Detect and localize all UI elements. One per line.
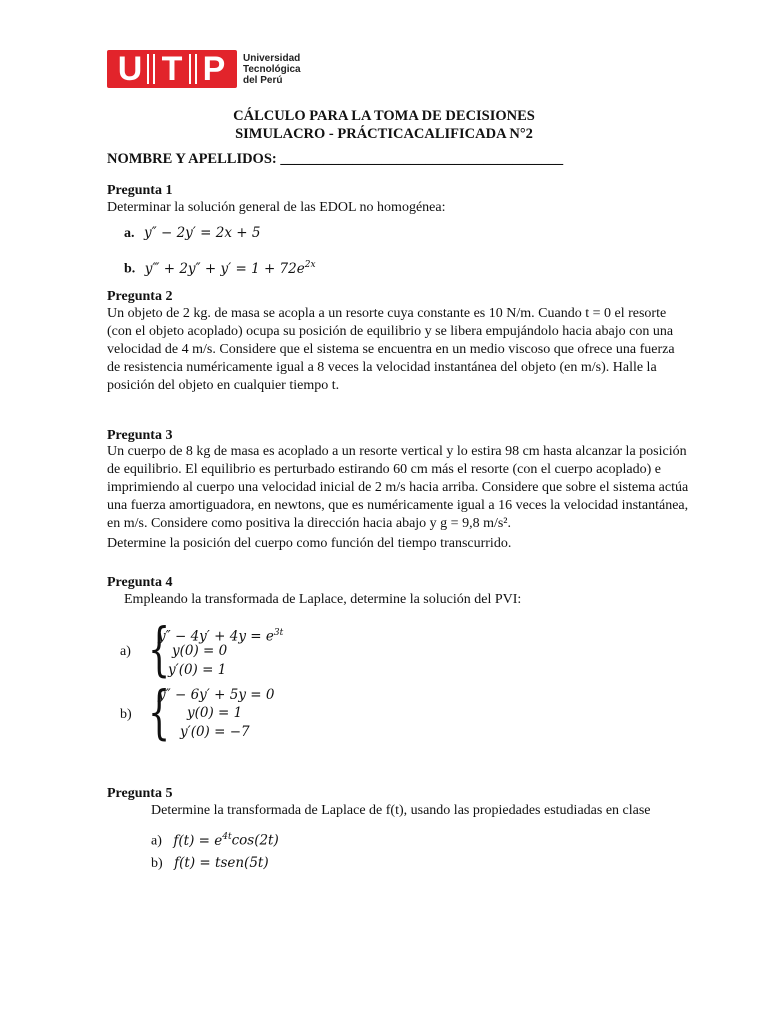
q1-item-a [124,224,260,243]
q5-b-label: b) [151,856,163,871]
q3-line-4: una fuerza amortiguadora, en newtons, que es numéricamente igual a 16 veces la velocidad instantánea, [107,498,689,513]
q2-line-5: posición del objeto en cualquier tiempo t. [107,378,340,393]
q4-b-label: b) [120,707,132,722]
logo-letter-p: P [195,54,231,84]
utp-logo [107,50,301,88]
q1-b-label: b. [124,261,136,277]
q1-heading: Pregunta 1 [107,183,173,198]
q2-line-1: Un objeto de 2 kg. de masa se acopla a un resorte cuya constante es 10 N/m. Cuando t = 0 el resorte [107,306,667,321]
name-field: NOMBRE Y APELLIDOS: _______________________________________ [107,151,564,167]
q4-heading: Pregunta 4 [107,575,173,590]
q1-b-equation: y‴ + 2y″ + y′ = 1 + 72e [144,260,305,277]
q2-line-3: velocidad de 4 m/s. Considere que el sistema se encuentra en un medio viscoso que ofrece una fuerza [107,342,675,357]
q2-heading: Pregunta 2 [107,289,173,304]
q3-line-5: en m/s. Considere como positiva la dirección hacia abajo y g = 9,8 m/s². [107,516,511,531]
q3-heading: Pregunta 3 [107,428,173,443]
logo-wordmark [243,53,301,86]
logo-line-3: del Perú [243,74,283,86]
q4-b-eq3: y′(0) = −7 [180,724,250,740]
logo-line-2: Tecnológica [243,63,301,75]
q1-a-equation: y″ − 2y′ = 2x + 5 [144,225,261,241]
q3-line-1: Un cuerpo de 8 kg de masa es acoplado a un resorte vertical y lo estira 98 cm hasta alcanzar la posición [107,444,687,459]
logo-mark [107,50,237,88]
q5-a-label: a) [151,833,162,849]
q4-a-eq1: y″ − 4y′ + 4y = e [158,628,274,645]
q4-a-eq2: y(0) = 0 [172,643,228,659]
q5-statement: Determine la transformada de Laplace de f(t), usando las propiedades estudiadas en clase [151,803,651,818]
q4-b-eq1: y″ − 6y′ + 5y = 0 [158,687,275,703]
q5-a-equation: f(t) = e [173,832,223,849]
logo-line-1: Universidad [243,52,301,64]
q1-b-exponent: 2x [304,260,316,270]
q5-a-equation-tail: cos(2t) [231,832,279,849]
q1-a-label: a. [124,226,135,241]
logo-letter-t: T [153,54,191,84]
q5-item-a [151,828,279,851]
q4-b-brace: { [148,678,171,746]
q4-a-eq1-exponent: 3t [273,628,284,638]
q4-statement: Empleando la transformada de Laplace, determine la solución del PVI: [124,592,522,607]
q1-statement: Determinar la solución general de las EDOL no homogénea: [107,200,446,215]
q3-line-3: imprimiendo al cuerpo una velocidad inicial de 2 m/s hacia arriba. Considere que sobre el sistema actúa [107,480,689,495]
logo-letter-u: U [113,54,149,84]
q4-a-eq3: y′(0) = 1 [168,662,227,678]
q4-b-eq2: y(0) = 1 [187,705,243,721]
q5-b-equation: f(t) = tsen(5t) [174,855,269,871]
q3-final: Determine la posición del cuerpo como función del tiempo transcurrido. [107,536,512,551]
q5-heading: Pregunta 5 [107,786,173,801]
q5-item-b [151,854,269,873]
q3-line-2: de equilibrio. El equilibrio es perturbado estirando 60 cm más el resorte (con el cuerpo acoplado) e [107,462,661,477]
document-subtitle: SIMULACRO - PRÁCTICACALIFICADA N°2 [235,126,533,142]
q4-a-label: a) [120,644,131,659]
q4-a-brace: { [148,615,171,683]
q2-line-2: (con el objeto acoplado) ocupa su posición de equilibrio y se libera empujándolo hacia abajo con una [107,324,674,339]
q2-line-4: de resistencia numéricamente igual a 8 veces la velocidad instantánea del objeto (en m/s). Halle la [107,360,657,375]
q5-a-exponent: 4t [222,832,232,842]
document-title: CÁLCULO PARA LA TOMA DE DECISIONES [233,108,535,124]
q1-item-b [124,256,316,279]
